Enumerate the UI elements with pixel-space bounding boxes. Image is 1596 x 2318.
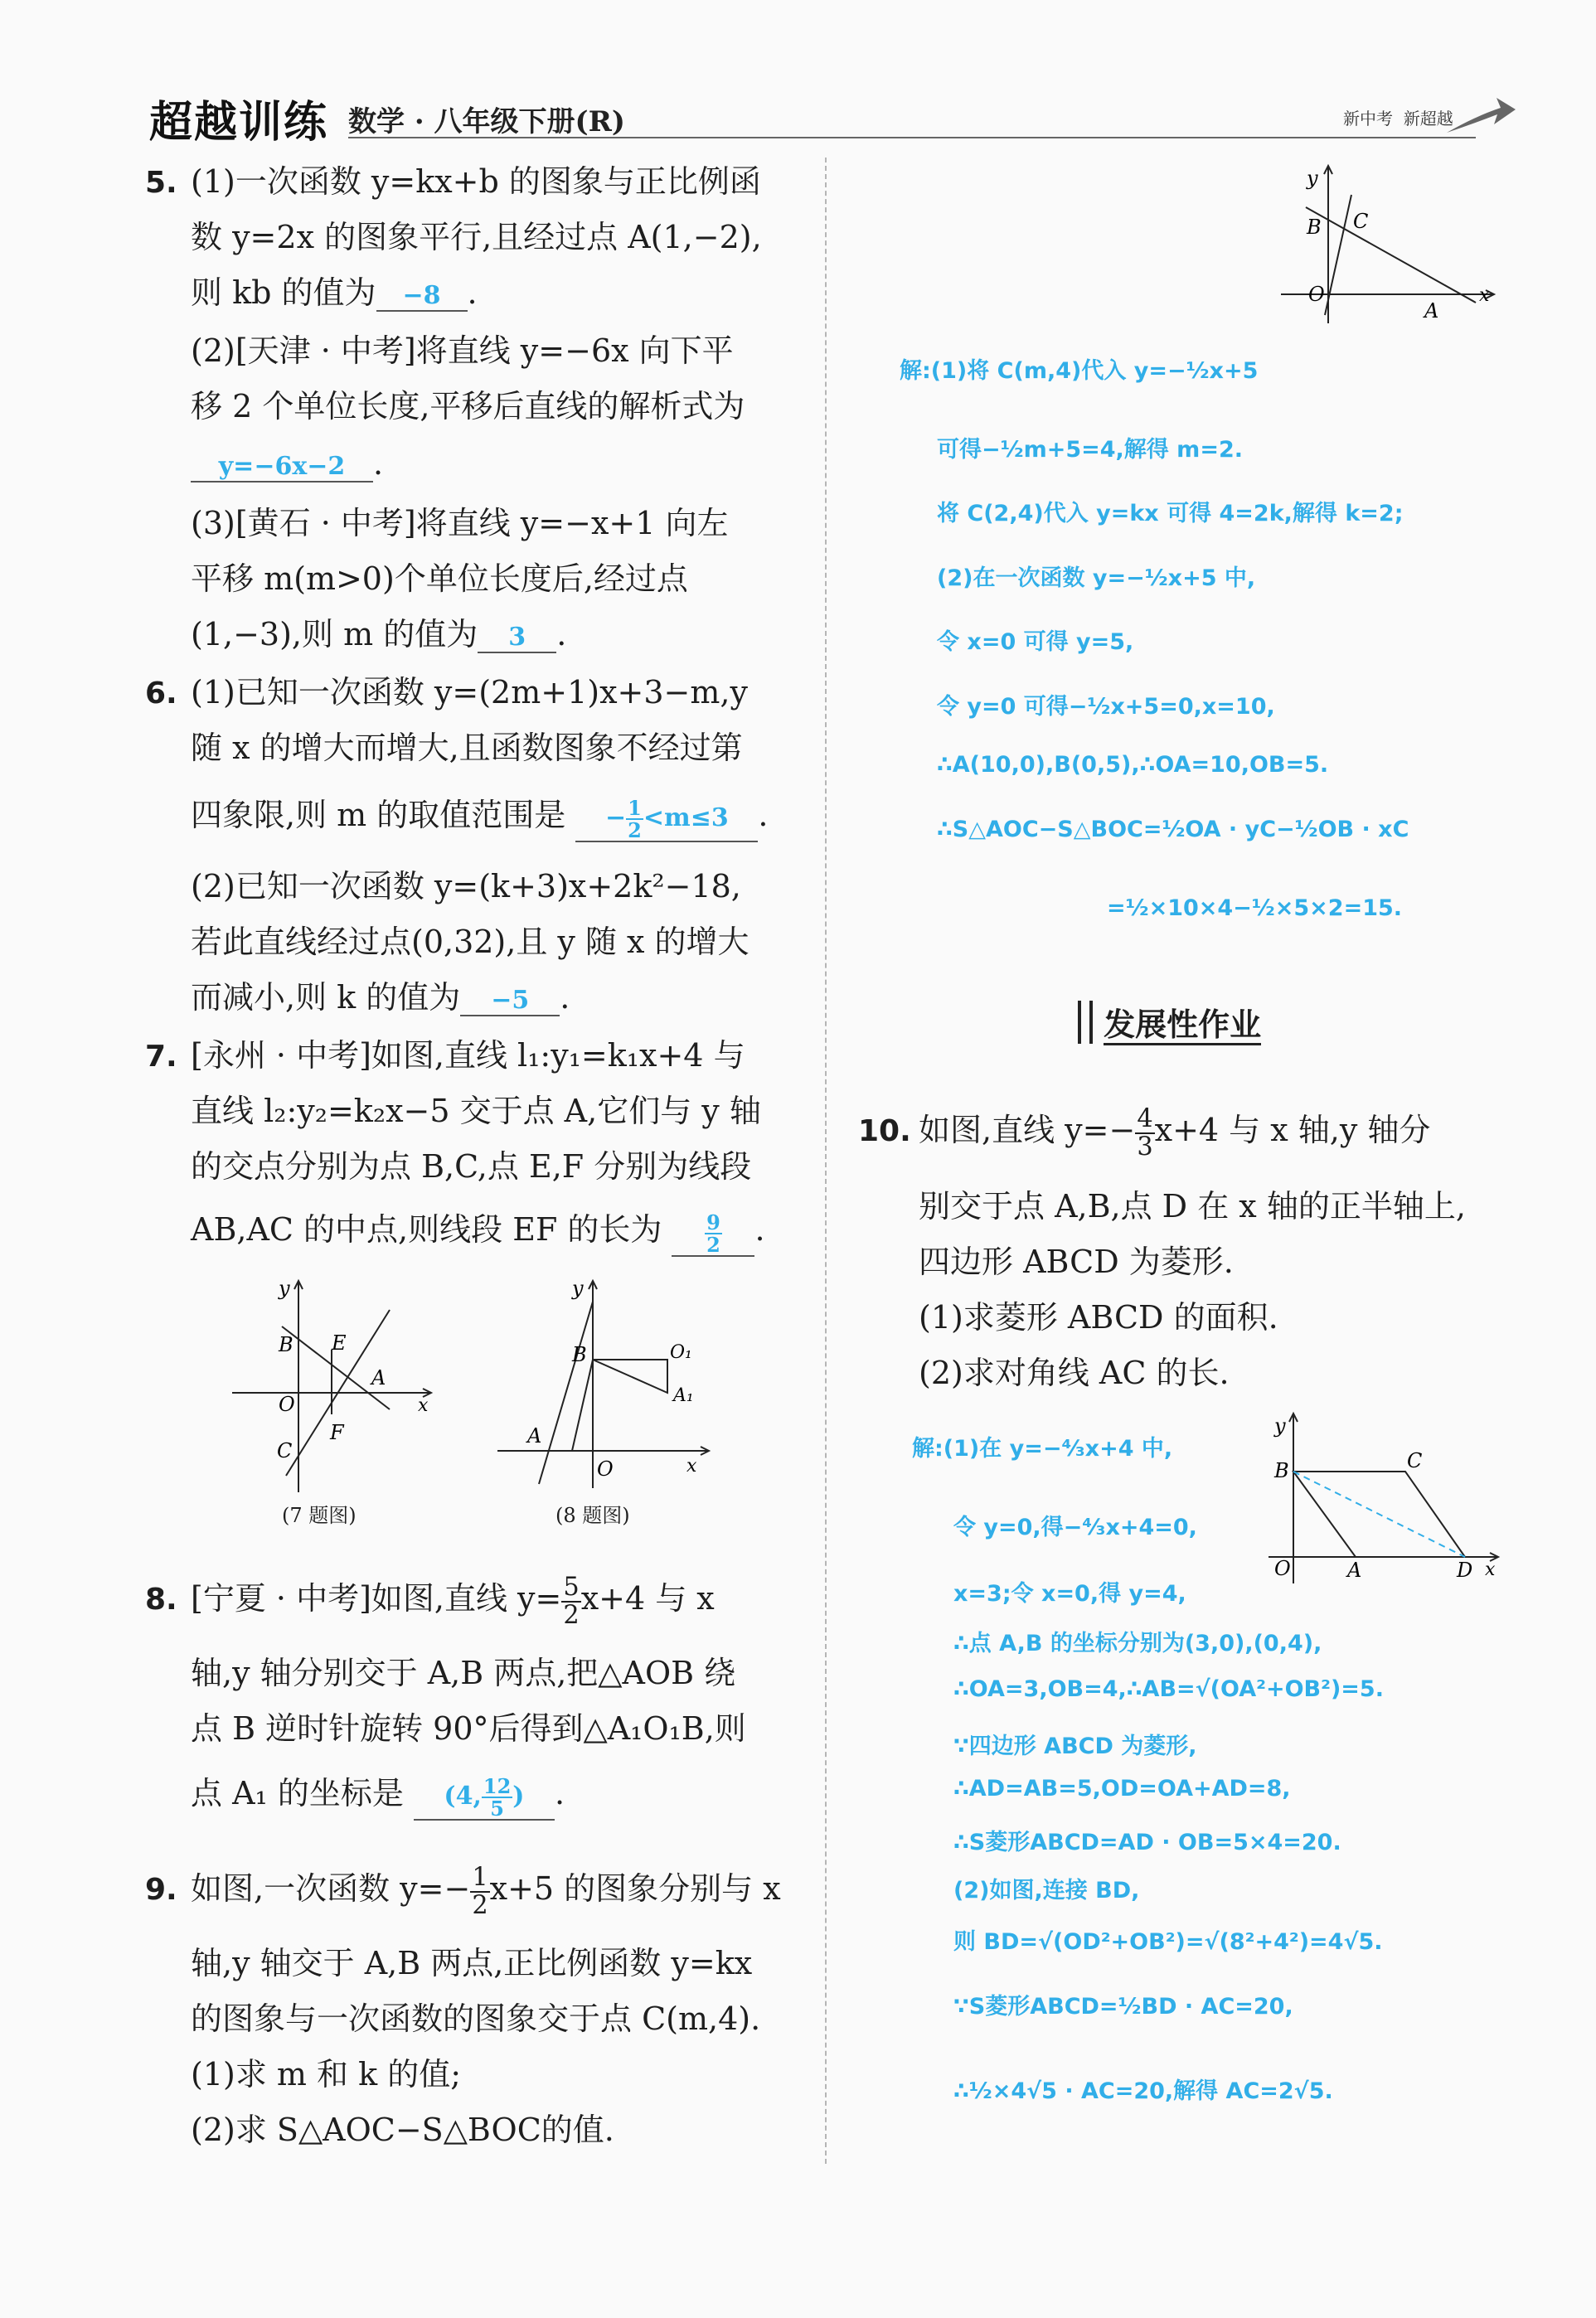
sol10-line8: ∴S菱形ABCD=AD · OB=5×4=20.	[953, 1830, 1341, 1855]
q6-line1: (1)已知一次函数 y=(2m+1)x+3−m,y	[191, 674, 748, 710]
sol10-line6: ∵四边形 ABCD 为菱形,	[953, 1734, 1197, 1759]
q8-line3: 点 B 逆时针旋转 90°后得到△A₁O₁B,则	[191, 1710, 746, 1747]
arrow-icon	[1443, 91, 1517, 141]
q8-line4: 点 A₁ 的坐标是 (4, $\frac{12}{5}$ ) .	[191, 1773, 565, 1821]
q8-number: 8.	[145, 1583, 177, 1617]
q7-line1: [永州 · 中考]如图,直线 l₁:y₁=k₁x+4 与	[191, 1037, 745, 1074]
q7-line3: 的交点分别为点 B,C,点 E,F 分别为线段	[191, 1148, 752, 1185]
figure-7	[224, 1277, 439, 1501]
fig9-y: y	[1307, 167, 1318, 190]
q5-line9: (1,−3),则 m 的值为 3 .	[191, 616, 567, 652]
q9-line1: 如图,一次函数 y=− $\frac{1}{2}$ x+5 的图象分别与 x	[191, 1862, 781, 1920]
sol10-line4: ∴点 A,B 的坐标分别为(3,0),(0,4),	[953, 1631, 1322, 1656]
section-mark-icon	[1078, 1001, 1093, 1044]
q10-line1: 如图,直线 y=− $\frac{4}{3}$ x+4 与 x 轴,y 轴分	[919, 1103, 1431, 1161]
fig7-O: O	[279, 1393, 295, 1416]
header-rule	[348, 137, 1476, 138]
q9-line3: 的图象与一次函数的图象交于点 C(m,4).	[191, 2000, 761, 2037]
q9-line2: 轴,y 轴交于 A,B 两点,正比例函数 y=kx	[191, 1945, 753, 1981]
q6-answer2: −5	[460, 987, 560, 1016]
q5-line1: (1)一次函数 y=kx+b 的图象与正比例函	[191, 163, 761, 200]
q10-line3: 四边形 ABCD 为菱形.	[919, 1244, 1234, 1280]
sol9-line2: 可得−½m+5=4,解得 m=2.	[937, 437, 1243, 463]
q6-line6: 而减小,则 k 的值为 −5 .	[191, 979, 570, 1016]
q5-line7: (3)[黄石 · 中考]将直线 y=−x+1 向左	[191, 505, 729, 541]
fig10-O: O	[1274, 1557, 1291, 1580]
slogan: 新中考 新超越	[1343, 109, 1453, 129]
q5-line6: y=−6x−2 .	[191, 436, 383, 492]
figure-10	[1264, 1409, 1505, 1592]
q10-number: 10.	[858, 1114, 911, 1148]
q6-line5: 若此直线经过点(0,32),且 y 随 x 的增大	[191, 924, 749, 960]
q6-answer1: − $\frac{1}{2}$ <m≤3	[575, 798, 758, 842]
q5-line5: 移 2 个单位长度,平移后直线的解析式为	[191, 388, 745, 424]
fig10-x: x	[1485, 1559, 1496, 1580]
q7-answer: $\frac{9}{2}$	[672, 1212, 754, 1257]
q5-number: 5.	[145, 166, 177, 200]
fig7-x: x	[418, 1395, 429, 1416]
q5-line4: (2)[天津 · 中考]将直线 y=−6x 向下平	[191, 332, 734, 369]
fig8-A1: A₁	[673, 1385, 694, 1406]
subject-title: 数学 · 八年级下册(R)	[348, 105, 625, 138]
fig8-B: B	[572, 1343, 587, 1366]
sol9-line9: =½×10×4−½×5×2=15.	[1107, 895, 1403, 921]
fig7-C: C	[277, 1439, 293, 1462]
sol9-line8: ∴S△AOC−S△BOC=½OA · yC−½OB · xC	[937, 817, 1409, 842]
fig8-caption: (8 题图)	[555, 1504, 630, 1527]
fig7-A: A	[371, 1366, 386, 1389]
fig9-A: A	[1424, 299, 1439, 322]
fig7-caption: (7 题图)	[282, 1504, 357, 1527]
figure-8	[489, 1277, 721, 1492]
q9-line4: (1)求 m 和 k 的值;	[191, 2056, 462, 2093]
figure-9	[1277, 162, 1501, 327]
fig8-O: O	[597, 1457, 614, 1481]
q9-line5: (2)求 S△AOC−S△BOC的值.	[191, 2112, 614, 2148]
q7-line2: 直线 l₂:y₂=k₂x−5 交于点 A,它们与 y 轴	[191, 1093, 761, 1129]
q8-line1: [宁夏 · 中考]如图,直线 y= $\frac{5}{2}$ x+4 与 x	[191, 1572, 715, 1630]
sol9-line6: 令 y=0 可得−½x+5=0,x=10,	[937, 694, 1275, 720]
fig8-x: x	[686, 1456, 697, 1477]
q5-line3: 则 kb 的值为 −8 .	[191, 274, 478, 311]
fig9-O: O	[1308, 283, 1325, 306]
sol10-line3: x=3;令 x=0,得 y=4,	[953, 1581, 1186, 1607]
q8-line2: 轴,y 轴分别交于 A,B 两点,把△AOB 绕	[191, 1655, 736, 1691]
fig8-A: A	[527, 1424, 542, 1448]
fig8-y: y	[572, 1277, 584, 1300]
fig9-B: B	[1307, 216, 1322, 239]
sol10-line11: ∵S菱形ABCD=½BD · AC=20,	[953, 1994, 1293, 2020]
sol10-line1: 解:(1)在 y=−⁴⁄₃x+4 中,	[912, 1436, 1173, 1462]
section-title: 发展性作业	[1104, 1006, 1261, 1045]
q5-answer3: 3	[478, 623, 556, 653]
sol9-line1: 解:(1)将 C(m,4)代入 y=−½x+5	[900, 358, 1259, 384]
q6-line4: (2)已知一次函数 y=(k+3)x+2k²−18,	[191, 868, 741, 904]
q6-number: 6.	[145, 676, 177, 710]
fig10-D: D	[1457, 1559, 1473, 1582]
q5-line8: 平移 m(m>0)个单位长度后,经过点	[191, 560, 688, 597]
q10-line4: (1)求菱形 ABCD 的面积.	[919, 1299, 1278, 1336]
fig9-C: C	[1353, 210, 1369, 233]
q6-line3: 四象限,则 m 的取值范围是 − $\frac{1}{2}$ <m≤3 .	[191, 795, 769, 842]
sol10-line2: 令 y=0,得−⁴⁄₃x+4=0,	[953, 1515, 1197, 1540]
header	[149, 87, 1517, 148]
sol9-line3: 将 C(2,4)代入 y=kx 可得 4=2k,解得 k=2;	[937, 501, 1404, 526]
sol10-line12: ∴½×4√5 · AC=20,解得 AC=2√5.	[953, 2078, 1333, 2104]
fig10-A: A	[1347, 1559, 1362, 1582]
q5-answer2: y=−6x−2	[191, 453, 373, 483]
fig10-C: C	[1407, 1449, 1423, 1472]
q5-answer1: −8	[376, 282, 468, 312]
q7-number: 7.	[145, 1040, 177, 1074]
q6-line2: 随 x 的增大而增大,且函数图象不经过第	[191, 730, 743, 766]
fig7-B: B	[279, 1333, 293, 1356]
fig8-O1: O₁	[670, 1342, 692, 1363]
column-divider	[825, 158, 827, 2164]
sol9-line5: 令 x=0 可得 y=5,	[937, 629, 1134, 655]
q10-line2: 别交于点 A,B,点 D 在 x 轴的正半轴上,	[919, 1188, 1466, 1224]
sol10-line5: ∴OA=3,OB=4,∴AB=√(OA²+OB²)=5.	[953, 1676, 1384, 1702]
fig7-E: E	[332, 1331, 347, 1355]
fig9-x: x	[1479, 285, 1490, 306]
sol10-line7: ∴AD=AB=5,OD=OA+AD=8,	[953, 1776, 1291, 1802]
sol9-line4: (2)在一次函数 y=−½x+5 中,	[937, 565, 1256, 591]
fig10-y: y	[1274, 1414, 1286, 1438]
brand-title: 超越训练	[149, 98, 329, 148]
sol9-line7: ∴A(10,0),B(0,5),∴OA=10,OB=5.	[937, 752, 1329, 778]
q7-line4: AB,AC 的中点,则线段 EF 的长为 $\frac{9}{2}$ .	[191, 1210, 765, 1257]
q5-line2: 数 y=2x 的图象平行,且经过点 A(1,−2),	[191, 219, 762, 255]
fig10-B: B	[1274, 1459, 1289, 1482]
q10-line5: (2)求对角线 AC 的长.	[919, 1355, 1230, 1391]
q9-number: 9.	[145, 1873, 177, 1907]
fig7-F: F	[330, 1421, 344, 1444]
q8-answer: (4, $\frac{12}{5}$ )	[414, 1776, 555, 1821]
section-heading	[1078, 999, 1261, 1045]
sol10-line9: (2)如图,连接 BD,	[953, 1878, 1140, 1903]
fig7-y: y	[279, 1277, 290, 1300]
sol10-line10: 则 BD=√(OD²+OB²)=√(8²+4²)=4√5.	[953, 1929, 1383, 1955]
